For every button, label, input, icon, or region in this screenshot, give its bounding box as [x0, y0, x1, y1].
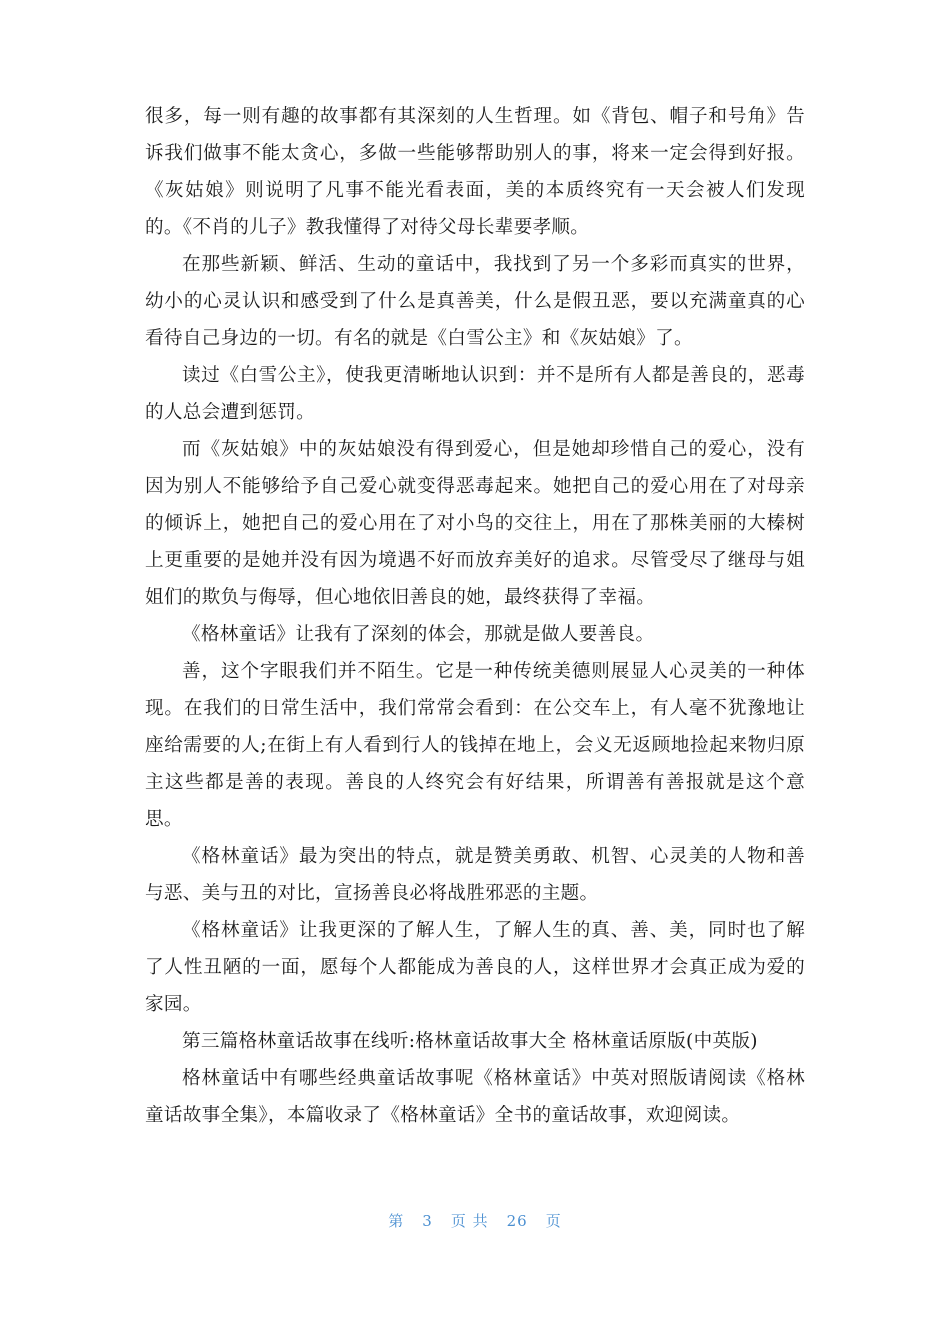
section-heading: 第三篇格林童话故事在线听:格林童话故事大全 格林童话原版(中英版)	[182, 1031, 758, 1052]
paragraph-4: 而《灰姑娘》中的灰姑娘没有得到爱心，但是她却珍惜自己的爱心，没有因为别人不能够给予自己爱心就变得恶毒起来。她把自己的爱心用在了对母亲的倾诉上，她把自己的爱心用在了对小鸟的交往上，用在了那株美丽的大榛树上更重要的是她并没有因为境遇不好而放弃美好的追求。尽管受尽了继母与姐姐们的欺负与侮辱，但心地依旧善良的她，最终获得了幸福。	[145, 439, 805, 608]
page-footer	[0, 1210, 950, 1231]
paragraph-7: 《格林童话》最为突出的特点，就是赞美勇敢、机智、心灵美的人物和善与恶、美与丑的对比，宣扬善良必将战胜邪恶的主题。	[145, 846, 805, 904]
footer-middle: 页 共	[450, 1212, 489, 1230]
paragraph-5: 《格林童话》让我有了深刻的体会，那就是做人要善良。	[182, 624, 655, 645]
footer-prefix: 第	[388, 1212, 405, 1230]
paragraph-3: 读过《白雪公主》，使我更清晰地认识到：并不是所有人都是善良的，恶毒的人总会遭到惩罚。	[145, 365, 805, 423]
document-body	[145, 98, 805, 1134]
paragraph-2: 在那些新颖、鲜活、生动的童话中，我找到了另一个多彩而真实的世界，幼小的心灵认识和感受到了什么是真善美，什么是假丑恶，要以充满童真的心看待自己身边的一切。有名的就是《白雪公主》和《灰姑娘》了。	[145, 254, 805, 349]
paragraph-8: 《格林童话》让我更深的了解人生，了解人生的真、善、美，同时也了解了人性丑陋的一面，愿每个人都能成为善良的人，这样世界才会真正成为爱的家园。	[145, 920, 805, 1015]
paragraph-6: 善，这个字眼我们并不陌生。它是一种传统美德则展显人心灵美的一种体现。在我们的日常生活中，我们常常会看到：在公交车上，有人毫不犹豫地让座给需要的人;在街上有人看到行人的钱掉在地上，会义无返顾地捡起来物归原主这些都是善的表现。善良的人终究会有好结果，所谓善有善报就是这个意思。	[145, 661, 805, 830]
footer-total-pages: 26	[506, 1212, 528, 1230]
paragraph-1: 很多，每一则有趣的故事都有其深刻的人生哲理。如《背包、帽子和号角》告诉我们做事不能太贪心，多做一些能够帮助别人的事，将来一定会得到好报。《灰姑娘》则说明了凡事不能光看表面，美的本质终究有一天会被人们发现的。《不肖的儿子》教我懂得了对待父母长辈要孝顺。	[145, 106, 805, 238]
footer-suffix: 页	[545, 1212, 562, 1230]
paragraph-10: 格林童话中有哪些经典童话故事呢《格林童话》中英对照版请阅读《格林童话故事全集》，本篇收录了《格林童话》全书的童话故事，欢迎阅读。	[145, 1068, 805, 1126]
footer-current-page: 3	[422, 1212, 433, 1230]
